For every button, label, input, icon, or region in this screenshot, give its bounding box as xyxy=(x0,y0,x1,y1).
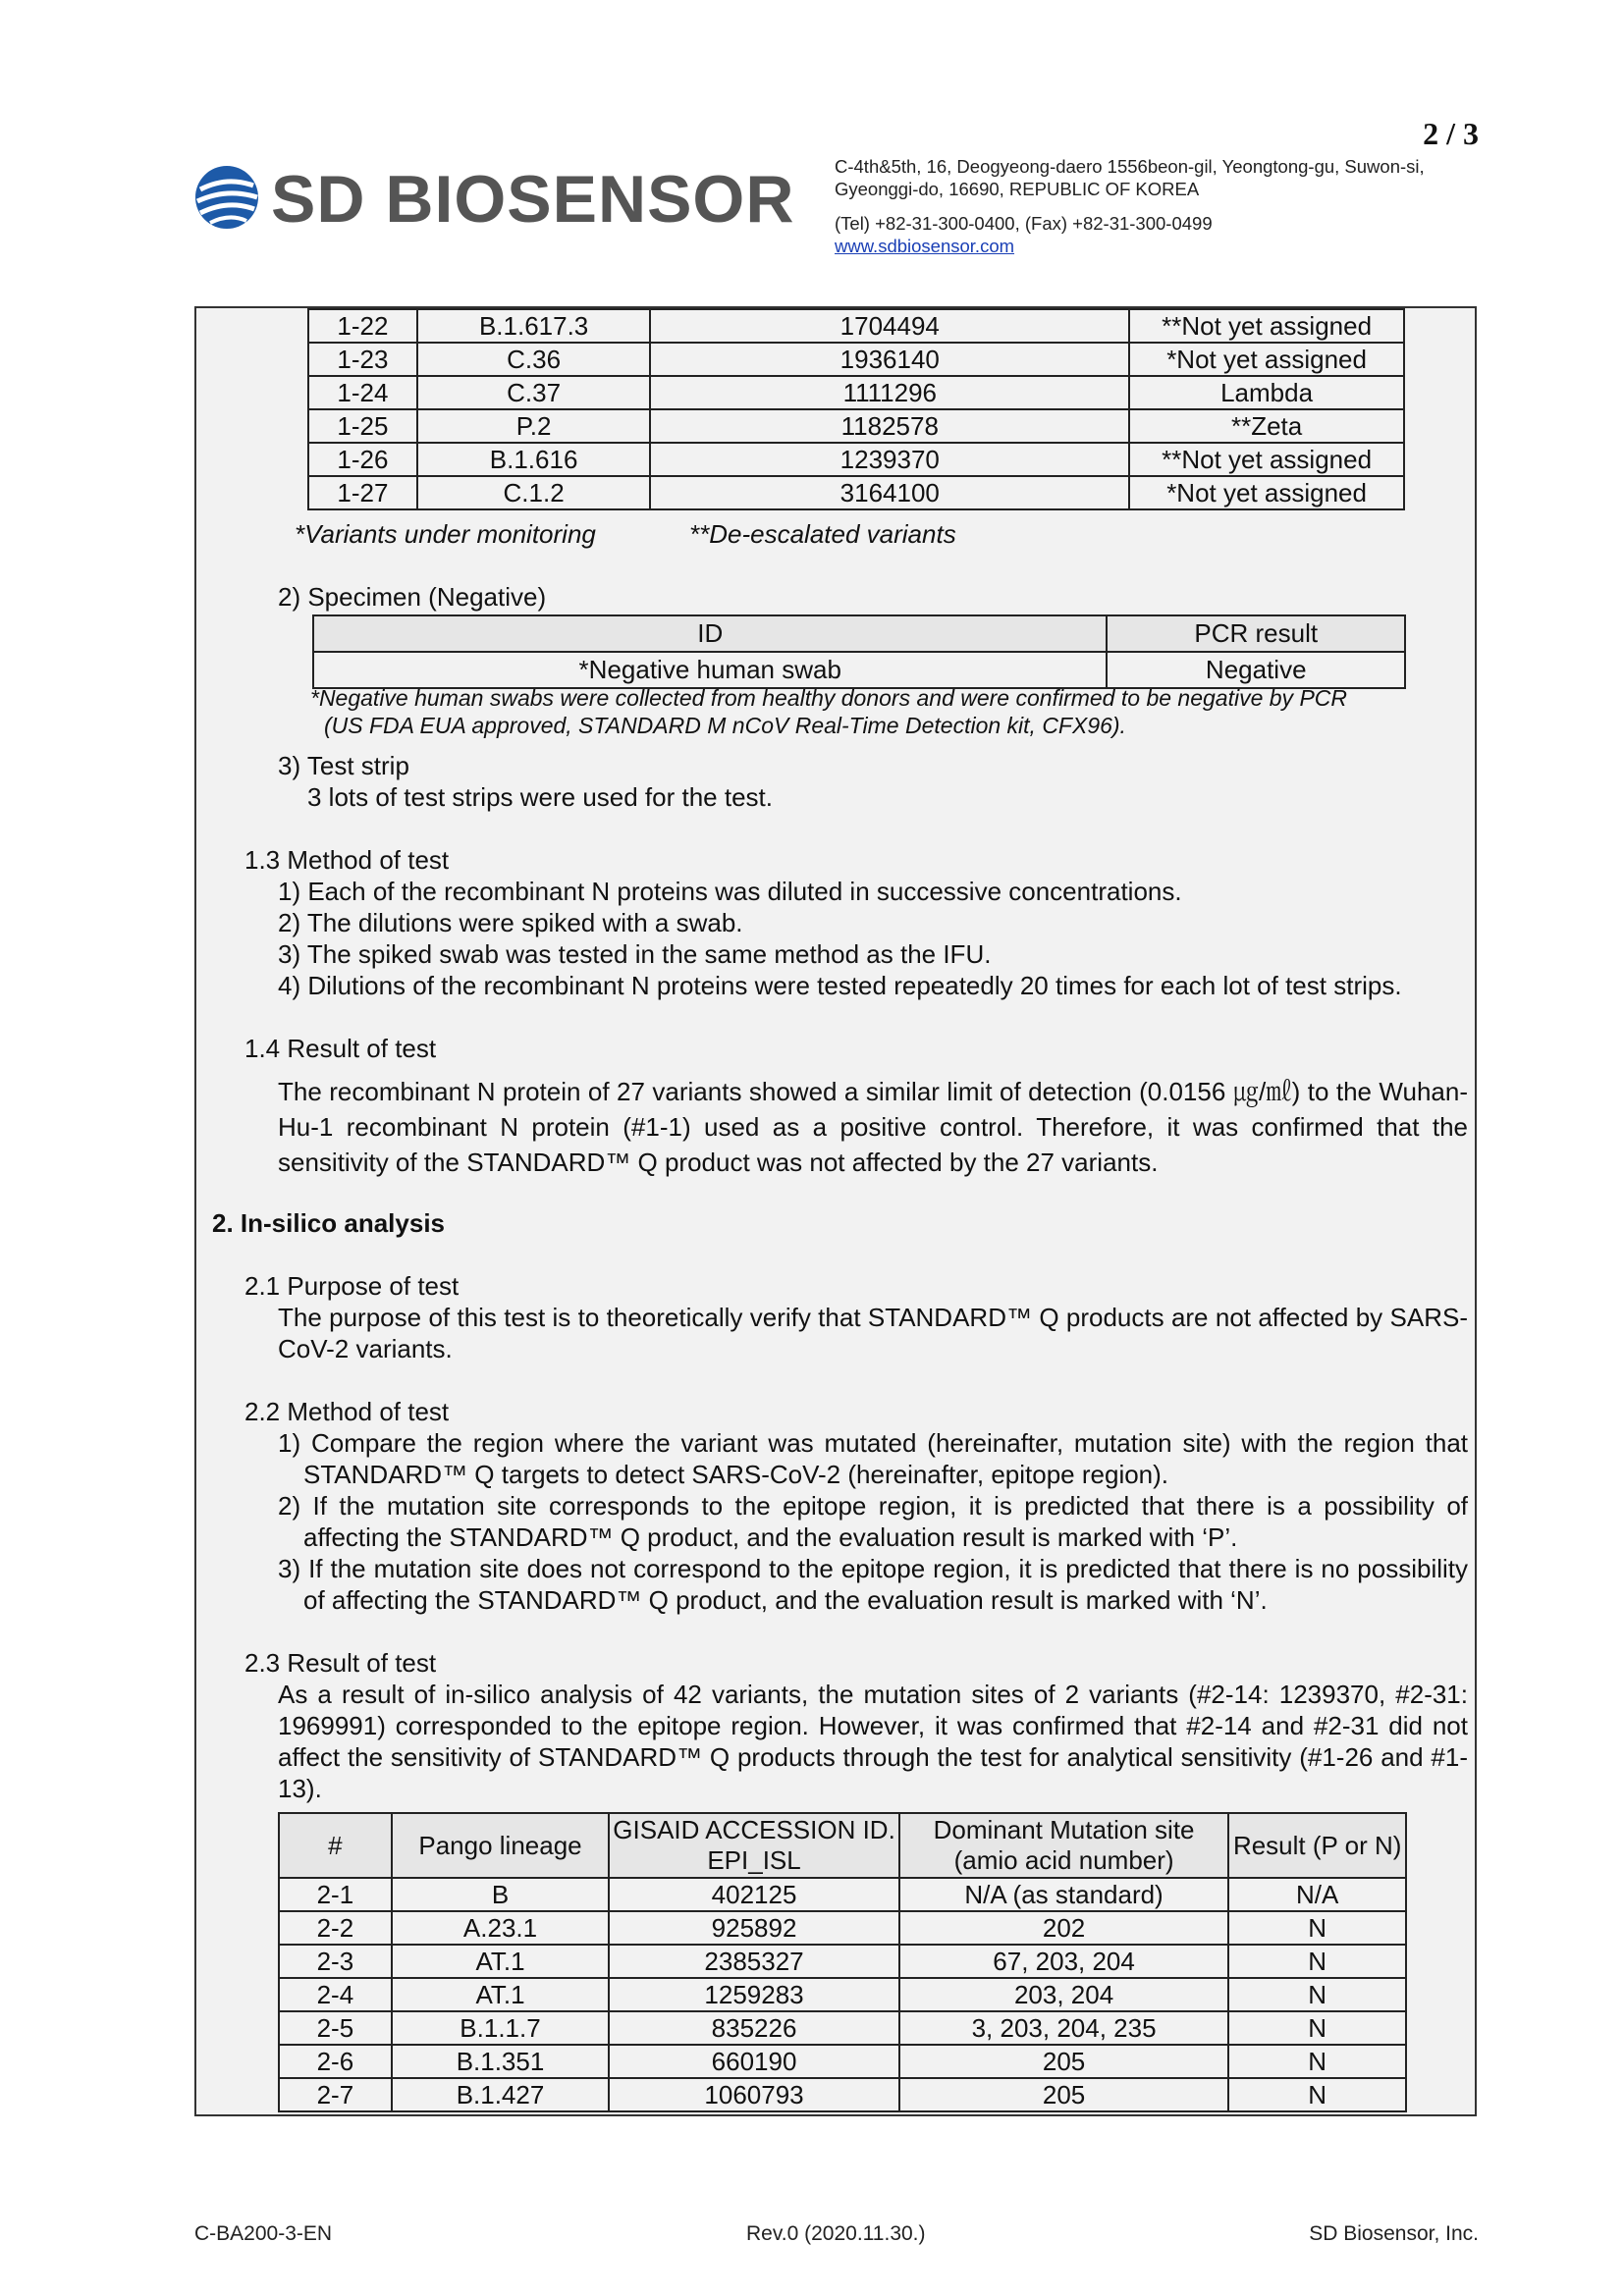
method-1-3-item-4: 4) Dilutions of the recombinant N proteins were tested repeatedly 20 times for each lot of test strips. xyxy=(278,971,1402,1000)
method-2-2-item-3: 3) If the mutation site does not correspond to the epitope region, it is predicted that there is no possibility of affecting the STANDARD™ Q product, and the evaluation result is marked with ‘N’. xyxy=(278,1554,1468,1615)
method-2-2-item-1: 1) Compare the region where the variant was mutated (hereinafter, mutation site) with the region that STANDARD™ Q targets to detect SARS-CoV-2 (hereinafter, epitope region). xyxy=(278,1428,1468,1489)
table-row xyxy=(279,2045,1406,2078)
cell-who-label: *Not yet assigned xyxy=(1129,476,1404,509)
cell-pango-lineage: P.2 xyxy=(417,409,651,443)
specimen-note-1: *Negative human swabs were collected from healthy donors and were confirmed to be negative by PCR xyxy=(310,685,1348,711)
company-name: SD BIOSENSOR xyxy=(271,162,795,237)
table-row xyxy=(279,1945,1406,1978)
cell-who-label: **Zeta xyxy=(1129,409,1404,443)
globe-logo-icon xyxy=(192,162,261,233)
purpose-heading: 2.1 Purpose of test xyxy=(244,1271,460,1301)
specimen-note-2: (US FDA EUA approved, STANDARD M nCoV Real-Time Detection kit, CFX96). xyxy=(324,713,1126,738)
cell-who-label: *Not yet assigned xyxy=(1129,343,1404,376)
cell-mutation-site: 205 xyxy=(899,2078,1229,2111)
cell-result: N/A xyxy=(1228,1878,1406,1911)
cell-gisaid-accession: 835226 xyxy=(609,2011,899,2045)
header-number: # xyxy=(279,1813,392,1878)
note-deescalated: **De-escalated variants xyxy=(689,519,956,549)
cell-pango-lineage: A.23.1 xyxy=(392,1911,610,1945)
cell-who-label: **Not yet assigned xyxy=(1129,309,1404,343)
cell-number: 1-23 xyxy=(308,343,417,376)
cell-pango-lineage: B xyxy=(392,1878,610,1911)
test-strip-heading: 3) Test strip xyxy=(278,751,409,780)
cell-mutation-site: 202 xyxy=(899,1911,1229,1945)
cell-number: 2-2 xyxy=(279,1911,392,1945)
result-1-4-text: The recombinant N protein of 27 variants showed a similar limit of detection (0.0156 ㎍/㎖) to the Wuhan-Hu-1 recombinant N protein (#1-1) used as a positive control. Therefore, it was confirmed that the sensitivity of the STANDARD™ Q product was not affected by the 27 variants. xyxy=(278,1077,1468,1177)
cell-gisaid-accession: 3164100 xyxy=(650,476,1129,509)
footer-company: SD Biosensor, Inc. xyxy=(1309,2222,1479,2245)
method-2-2-item-2: 2) If the mutation site corresponds to the epitope region, it is predicted that there is a possibility of affecting the STANDARD™ Q product, and the evaluation result is marked with ‘P’. xyxy=(278,1491,1468,1552)
cell-who-label: **Not yet assigned xyxy=(1129,443,1404,476)
company-address xyxy=(835,155,1483,257)
table-row xyxy=(308,343,1404,376)
specimen-id: *Negative human swab xyxy=(313,652,1107,688)
cell-gisaid-accession: 2385327 xyxy=(609,1945,899,1978)
method-1-3-item-1: 1) Each of the recombinant N proteins was diluted in successive concentrations. xyxy=(278,877,1182,906)
cell-number: 2-5 xyxy=(279,2011,392,2045)
cell-mutation-site: 205 xyxy=(899,2045,1229,2078)
cell-result: N xyxy=(1228,2078,1406,2111)
variant-table xyxy=(307,308,1405,510)
cell-result: N xyxy=(1228,1911,1406,1945)
cell-number: 2-4 xyxy=(279,1978,392,2011)
cell-number: 2-3 xyxy=(279,1945,392,1978)
cell-mutation-site: 3, 203, 204, 235 xyxy=(899,2011,1229,2045)
cell-pango-lineage: B.1.617.3 xyxy=(417,309,651,343)
cell-gisaid-accession: 1239370 xyxy=(650,443,1129,476)
cell-who-label: Lambda xyxy=(1129,376,1404,409)
cell-number: 2-6 xyxy=(279,2045,392,2078)
insilico-table xyxy=(278,1812,1407,2112)
cell-gisaid-accession: 925892 xyxy=(609,1911,899,1945)
cell-pango-lineage: C.37 xyxy=(417,376,651,409)
specimen-header-pcr: PCR result xyxy=(1107,615,1405,652)
cell-pango-lineage: AT.1 xyxy=(392,1978,610,2011)
cell-number: 1-25 xyxy=(308,409,417,443)
table-row xyxy=(308,309,1404,343)
table-row xyxy=(308,476,1404,509)
cell-gisaid-accession: 1111296 xyxy=(650,376,1129,409)
specimen-header-id: ID xyxy=(313,615,1107,652)
cell-gisaid-accession: 1259283 xyxy=(609,1978,899,2011)
cell-gisaid-accession: 1060793 xyxy=(609,2078,899,2111)
method-2-2-heading: 2.2 Method of test xyxy=(244,1397,450,1426)
address-line-1: C-4th&5th, 16, Deogyeong-daero 1556beon-gil, Yeongtong-gu, Suwon-si, xyxy=(835,156,1425,177)
cell-mutation-site: 67, 203, 204 xyxy=(899,1945,1229,1978)
cell-number: 2-7 xyxy=(279,2078,392,2111)
result-2-3-text: As a result of in-silico analysis of 42 variants, the mutation sites of 2 variants (#2-14: 1239370, #2-31: 1969991) corresponded to the epitope region. However, it was confirmed that #2-14 and #2-31 did not affect the sensitivity of STANDARD™ Q products through the test for analytical sensitivity (#1-26 and #1-13). xyxy=(278,1680,1468,1803)
website-link[interactable]: www.sdbiosensor.com xyxy=(835,236,1015,256)
cell-pango-lineage: B.1.616 xyxy=(417,443,651,476)
cell-pango-lineage: B.1.1.7 xyxy=(392,2011,610,2045)
cell-gisaid-accession: 1936140 xyxy=(650,343,1129,376)
table-row xyxy=(279,1878,1406,1911)
table-row xyxy=(308,443,1404,476)
address-line-2: Gyeonggi-do, 16690, REPUBLIC OF KOREA xyxy=(835,179,1200,199)
table-row xyxy=(279,2011,1406,2045)
note-monitoring: *Variants under monitoring xyxy=(295,519,596,549)
cell-gisaid-accession: 1182578 xyxy=(650,409,1129,443)
specimen-pcr-result: Negative xyxy=(1107,652,1405,688)
result-1-4-heading: 1.4 Result of test xyxy=(244,1034,437,1063)
phone-fax: (Tel) +82-31-300-0400, (Fax) +82-31-300-0499 xyxy=(835,213,1213,234)
footer-revision: Rev.0 (2020.11.30.) xyxy=(746,2222,926,2245)
method-1-3-item-2: 2) The dilutions were spiked with a swab. xyxy=(278,908,743,937)
table-row xyxy=(279,1978,1406,2011)
specimen-table xyxy=(312,614,1406,689)
table-row xyxy=(308,376,1404,409)
footer-doc-code: C-BA200-3-EN xyxy=(194,2222,333,2245)
cell-pango-lineage: AT.1 xyxy=(392,1945,610,1978)
header-pango-lineage: Pango lineage xyxy=(392,1813,610,1878)
header-mutation-site: Dominant Mutation site (amio acid number) xyxy=(899,1813,1229,1878)
purpose-text: The purpose of this test is to theoretically verify that STANDARD™ Q products are not affected by SARS-CoV-2 variants. xyxy=(278,1303,1468,1363)
cell-mutation-site: N/A (as standard) xyxy=(899,1878,1229,1911)
header-result: Result (P or N) xyxy=(1228,1813,1406,1878)
cell-result: N xyxy=(1228,1978,1406,2011)
result-2-3-heading: 2.3 Result of test xyxy=(244,1648,437,1678)
cell-number: 1-22 xyxy=(308,309,417,343)
cell-number: 1-24 xyxy=(308,376,417,409)
test-strip-text: 3 lots of test strips were used for the test. xyxy=(307,782,773,812)
cell-pango-lineage: B.1.427 xyxy=(392,2078,610,2111)
cell-pango-lineage: C.36 xyxy=(417,343,651,376)
page-number: 2 / 3 xyxy=(1423,116,1479,151)
cell-pango-lineage: B.1.351 xyxy=(392,2045,610,2078)
header-gisaid-accession: GISAID ACCESSION ID. EPI_ISL xyxy=(609,1813,899,1878)
cell-mutation-site: 203, 204 xyxy=(899,1978,1229,2011)
cell-result: N xyxy=(1228,2011,1406,2045)
table-row xyxy=(279,1911,1406,1945)
cell-gisaid-accession: 402125 xyxy=(609,1878,899,1911)
company-logo xyxy=(192,160,795,239)
table-row xyxy=(279,2078,1406,2111)
cell-result: N xyxy=(1228,2045,1406,2078)
cell-gisaid-accession: 660190 xyxy=(609,2045,899,2078)
specimen-heading: 2) Specimen (Negative) xyxy=(278,582,547,612)
cell-number: 1-26 xyxy=(308,443,417,476)
method-1-3-item-3: 3) The spiked swab was tested in the same method as the IFU. xyxy=(278,939,992,969)
cell-result: N xyxy=(1228,1945,1406,1978)
cell-number: 2-1 xyxy=(279,1878,392,1911)
method-1-3-heading: 1.3 Method of test xyxy=(244,845,450,875)
cell-gisaid-accession: 1704494 xyxy=(650,309,1129,343)
section-2-heading: 2. In-silico analysis xyxy=(212,1208,445,1238)
content-frame xyxy=(194,306,1477,2116)
cell-number: 1-27 xyxy=(308,476,417,509)
cell-pango-lineage: C.1.2 xyxy=(417,476,651,509)
table-row xyxy=(308,409,1404,443)
